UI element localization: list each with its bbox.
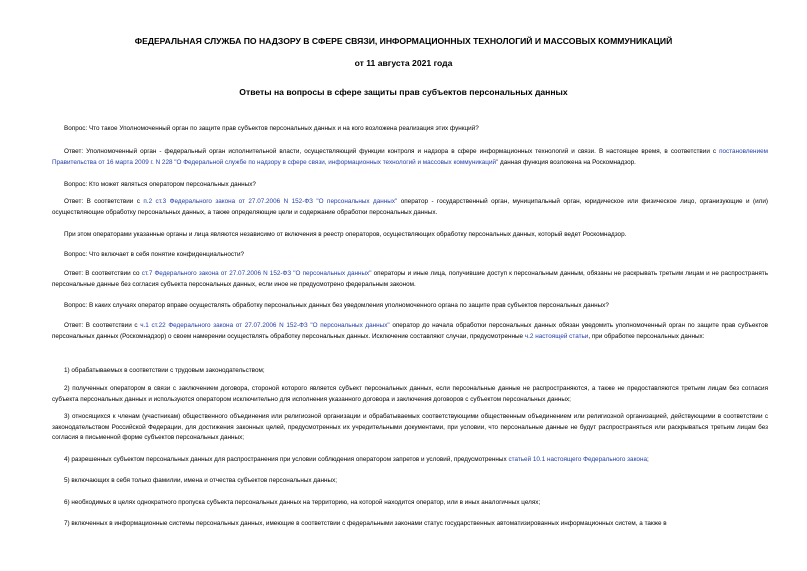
list-item-1 <box>52 366 768 377</box>
question-3 <box>52 250 768 261</box>
list-item-6-text: 6) необходимых в целях однократного пропуска субъекта персональных данных на территорию, на которой находится оператор, или в иных аналогичных целях; <box>64 499 541 506</box>
link-part-2[interactable]: ч.2 настоящей статьи <box>524 332 589 340</box>
document-title: Ответы на вопросы в сфере защиты прав субъектов персональных данных <box>239 87 568 97</box>
list-item-6 <box>52 498 768 509</box>
question-2 <box>52 180 768 191</box>
question-1-text: Вопрос: Что такое Уполномоченный орган по защите прав субъектов персональных данных и на кого возложена реализация этих функций? <box>64 125 479 132</box>
link-resolution-228[interactable]: постановлением Правительства от 16 марта 2009 г. N 228 "О Федеральной службе по надзору в сфере связи, информационных технологий и массовых коммуникаций" <box>52 148 768 166</box>
list-item-5-text: 5) включающих в себя только фамилии, имена и отчества субъектов персональных данных; <box>64 477 338 484</box>
org-heading: ФЕДЕРАЛЬНАЯ СЛУЖБА ПО НАДЗОРУ В СФЕРЕ СВЯЗИ, ИНФОРМАЦИОННЫХ ТЕХНОЛОГИЙ И МАССОВЫХ КОММУНИКАЦИЙ <box>134 36 673 46</box>
list-item-7 <box>52 519 768 530</box>
list-item-3-text: 3) относящихся к членам (участникам) общественного объединения или религиозной организации и обрабатываемых соответствующими общественным объединением или религиозной организацией, действующими в соответствии с законодательством Российской Федерации, для достижения законных целей, предусмотренных их учредительными документами, при условии, что персональные данные не будут распространяться или раскрываться третьим лицам без согласия в письменной форме субъектов персональных данных; <box>52 413 768 442</box>
answer-4-text: Ответ: В соответствии с <box>64 322 141 329</box>
answer-3 <box>52 269 768 290</box>
answer-3-tail: операторы и иные лица, получившие доступ к персональным данным, обязаны не раскрывать третьим лицам и не распространять персональные данные без согласия субъекта персональных данных, если иное не предусмотрено федеральным законом. <box>52 270 768 288</box>
list-item-7-text: 7) включенных в информационные системы персональных данных, имеющие в соответствии с федеральными законами статус государственных автоматизированных информационных систем, а также в <box>64 520 667 527</box>
answer-1-tail: данная функция возложена на Роскомнадзор. <box>498 158 636 166</box>
answer-2-tail: оператор - государственный орган, муниципальный орган, юридическое или физическое лицо, организующие и (или) осуществляющие обработку персональных данных, а также определяющие цели и содержание обработки персональных данных. <box>52 198 768 216</box>
link-article-22[interactable]: ч.1 ст.22 Федерального закона от 27.07.2006 N 152-ФЗ "О персональных данных" <box>140 322 390 329</box>
list-item-3 <box>52 412 768 444</box>
list-item-4-text: 4) разрешенных субъектом персональных данных для распространения при условии соблюдения оператором запретов и условий, предусмотренных <box>64 456 509 463</box>
list-item-2-text: 2) полученных оператором в связи с заключением договора, стороной которого является субъект персональных данных, если персональные данные не распространяются, а также не предоставляются третьим лицам без согласия субъекта персональных данных и используются оператором исключительно для исполнения указанного договора и заключения договоров с субъектом персональных данных; <box>52 385 768 403</box>
link-article-3[interactable]: п.2 ст.3 Федерального закона от 27.07.2006 N 152-ФЗ "О персональных данных" <box>143 198 398 205</box>
answer-3-text: Ответ: В соответствии со <box>64 270 142 277</box>
list-item-1-text: 1) обрабатываемых в соответствии с трудовым законодательством; <box>64 367 265 374</box>
answer-1-text: Ответ: Уполномоченный орган - федеральный орган исполнительной власти, осуществляющий функции контроля и надзора в сфере информационных технологий и связи. В настоящее время, в соответствии с <box>64 148 717 155</box>
answer-1 <box>52 147 768 168</box>
question-4-text: Вопрос: В каких случаях оператор вправе осуществлять обработку персональных данных без уведомления уполномоченного органа по защите прав субъектов персональных данных? <box>64 302 609 309</box>
date-line: от 11 августа 2021 года <box>354 58 453 68</box>
list-item-5 <box>52 476 768 487</box>
question-3-text: Вопрос: Что включает в себя понятие конфиденциальности? <box>64 251 245 258</box>
list-item-2 <box>52 384 768 405</box>
answer-4-middle: оператор до начала обработки персональных данных обязан уведомить уполномоченный орган по защите прав субъектов персональных данных (Роскомнадзор) о своем намерении осуществлять обработку персональных данных. Исключение составляют случаи, предусмотренные <box>52 322 768 340</box>
answer-2-text: Ответ: В соответствии с <box>64 198 144 205</box>
list-item-4-tail: ; <box>646 456 649 463</box>
answer-4-tail: , при обработке персональных данных: <box>588 332 705 340</box>
paragraph-registry-text: При этом операторами указанные органы и лица являются независимо от включения в реестр операторов, осуществляющих обработку персональных данных, который ведет Роскомнадзор. <box>64 231 627 238</box>
paragraph-registry <box>52 230 768 241</box>
answer-4 <box>52 321 768 342</box>
answer-2 <box>52 197 768 218</box>
question-4 <box>52 301 768 312</box>
question-1 <box>52 124 768 135</box>
list-item-4 <box>52 455 768 466</box>
question-2-text: Вопрос: Кто может являться оператором персональных данных? <box>64 181 256 188</box>
link-article-7[interactable]: ст.7 Федерального закона от 27.07.2006 N 152-ФЗ "О персональных данных" <box>141 270 372 277</box>
link-article-10-1[interactable]: статьей 10.1 настоящего Федерального закона <box>508 456 647 463</box>
